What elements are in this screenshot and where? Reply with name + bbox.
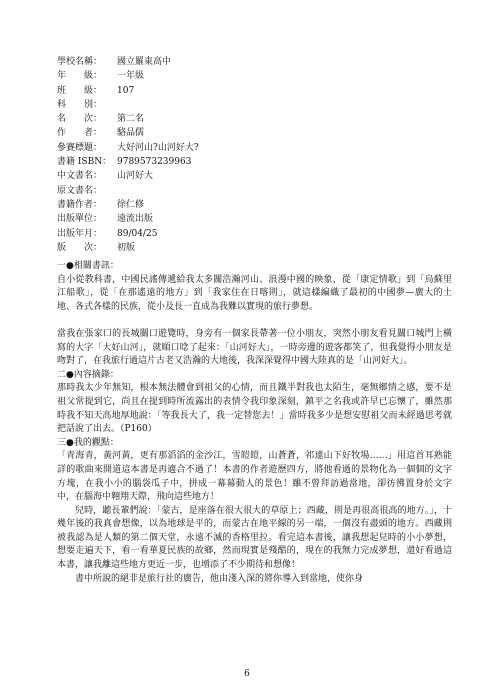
metadata-row: [57, 241, 199, 255]
metadata-label: 版 次：: [57, 242, 103, 253]
page-number: 6: [244, 669, 250, 679]
metadata-label: 出版單位：: [57, 214, 103, 225]
body-text: [57, 260, 452, 586]
section-1-title: 一●相關書訊：: [57, 261, 119, 271]
metadata-value: 駱品儒: [117, 128, 145, 139]
section-3-paragraph-1: 「青海青，黃河黃，更有那滔滔的金沙江，雪皚皚，山蒼蒼，祁連山下好牧場……」用這首耳熟能詳的歌曲來開道這本書是再適合不過了！本書的作者遊歷四方，將他看過的景物化為一個個的文字方塊，在我小小的腦袋瓜子中，拼成一幕幕動人的景色！雖不曾拜訪過當地，卻彷彿置身於文字中，在腦海中翱翔天際，飛向這些地方！: [57, 451, 452, 503]
metadata-label: 年 級：: [57, 71, 103, 82]
metadata-row: [57, 98, 199, 112]
metadata-value: 遠流出版: [117, 214, 154, 225]
metadata-row: [57, 184, 199, 198]
metadata-row: [57, 84, 199, 98]
metadata-label: 學校名稱：: [57, 57, 103, 67]
metadata-value: 9789573239963: [117, 157, 192, 168]
section-3-paragraph-3: 書中所說的絕非是旅行社的廣告，他由淺入深的將你導入到當地，使你身: [75, 573, 364, 584]
metadata-row: [57, 112, 199, 126]
metadata-label: 書籍作者：: [57, 199, 103, 210]
metadata-label: 出版年月：: [57, 228, 103, 239]
metadata-row: [57, 212, 199, 226]
metadata-row: [57, 227, 199, 241]
metadata-row: [57, 141, 199, 155]
metadata-label: 參賽標題：: [57, 142, 103, 153]
metadata-label: 原文書名：: [57, 185, 103, 196]
section-3-paragraph-2: 兒時，聽長輩們說：「蒙古，是座落在很大很大的草原上；西藏，則是再很高很高的地方。」，十幾年後的我真會想像，以為地球是平的，而蒙古在地平線的另一端，一個沒有盡頭的地方。西藏則被我認為是人類的第二個天堂，永遠不滅的香格里拉。看完這本書後，讓我想起兒時的小小夢想，想要走遍天下，看一看華夏民族的故鄉，然而現實是殘酷的，現在的我無力完成夢想，還好看過這本書，讓我離這些地方更近一步，也增添了不少期待和想像！: [57, 505, 452, 571]
metadata-row: [57, 69, 199, 83]
metadata-row: [57, 169, 199, 183]
section-2-title: 二●內容摘錄：: [57, 369, 119, 380]
metadata-value: 徐仁修: [117, 199, 145, 210]
metadata-label: 科 別：: [57, 99, 103, 110]
section-1-paragraph-2: 當我在張家口的長城關口遊覽時，身旁有一個家長帶著一位小朋友，突然小朋友看見關口城門上橫寫的大字「大好山河」，就順口唸了起來：「山河好大」，一時旁邊的遊客都笑了，但我覺得小朋友是吻對了，在我旅行過這片古老又浩瀚的大地後，我深深覺得中國大陸真的是「山河好大」。: [57, 328, 452, 367]
metadata-label: 書籍 ISBN：: [57, 157, 112, 168]
metadata-block: [57, 55, 199, 255]
metadata-value: 國立羅東高中: [117, 57, 172, 67]
metadata-value: 大好河山?山河好大?: [117, 142, 199, 153]
metadata-label: 班 級：: [57, 85, 103, 96]
metadata-value: 山河好大: [117, 171, 154, 182]
metadata-row: [57, 198, 199, 212]
metadata-value: 初版: [117, 242, 136, 253]
metadata-row: [57, 55, 199, 69]
metadata-label: 作 者：: [57, 128, 103, 139]
metadata-row: [57, 155, 199, 169]
metadata-value: 107: [117, 85, 135, 96]
metadata-label: 名 次：: [57, 114, 103, 125]
metadata-value: 89/04/25: [117, 228, 158, 239]
metadata-value: 一年級: [117, 71, 145, 82]
metadata-row: [57, 126, 199, 140]
section-1-paragraph-1: 自小從教科書，中國民謠傳遞給我太多關浩瀚河山、浪漫中國的映象，從「康定情歌」到「烏蘇里江船歌」，從「在那遙遠的地方」到「我家住在日喀則」，就這樣編織了最初的中國夢—廣大的土地、各式各樣的民族，從小及長一直成為我難以實現的旅行夢想。: [57, 274, 452, 312]
metadata-label: 中文書名：: [57, 171, 103, 182]
section-3-title: 三●我的觀點：: [57, 437, 119, 448]
metadata-value: 第二名: [117, 114, 145, 125]
section-2-paragraph-1: 那時我太少年無知，根本無法體會到祖父的心情，而且鐵半對我也太陌生，毫無鄉情之感，要不是祖父常提到它，尚且在提到時所流露出的表情令我印象深刻，鎮平之名我或許早已忘懷了，雖然那時我不知天高地厚地說：「等我長大了，我一定替您去！」當時我多少是想安慰祖父而未經過思考就把話說了出去。（P160）: [57, 383, 452, 435]
